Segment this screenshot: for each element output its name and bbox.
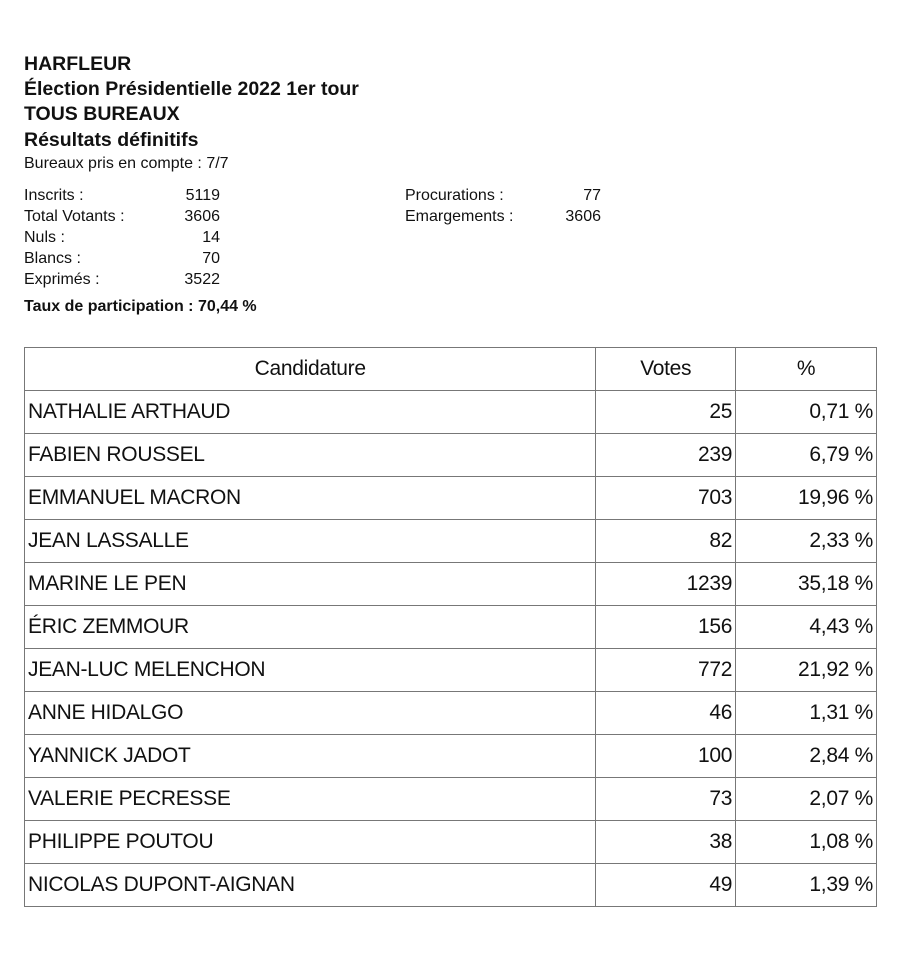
candidate-percent: 1,08 % bbox=[736, 821, 877, 864]
candidate-name: PHILIPPE POUTOU bbox=[25, 821, 596, 864]
column-header-percent: % bbox=[736, 348, 877, 391]
candidate-percent: 1,39 % bbox=[736, 864, 877, 907]
stat-label-exprimes: Exprimés : bbox=[24, 271, 100, 288]
candidate-percent: 6,79 % bbox=[736, 434, 877, 477]
stat-label-nuls: Nuls : bbox=[24, 229, 65, 246]
stat-label-emargements: Emargements : bbox=[405, 208, 514, 225]
stat-value-votants: 3606 bbox=[184, 208, 220, 225]
stat-value-blancs: 70 bbox=[202, 250, 220, 267]
candidate-name: VALERIE PECRESSE bbox=[25, 778, 596, 821]
stat-value-inscrits: 5119 bbox=[185, 187, 220, 204]
candidate-percent: 1,31 % bbox=[736, 692, 877, 735]
stat-label-blancs: Blancs : bbox=[24, 250, 81, 267]
scope-title: TOUS BUREAUX bbox=[24, 103, 180, 125]
candidate-name: NATHALIE ARTHAUD bbox=[25, 391, 596, 434]
candidate-percent: 2,33 % bbox=[736, 520, 877, 563]
election-title: Élection Présidentielle 2022 1er tour bbox=[24, 78, 359, 100]
candidate-votes: 156 bbox=[596, 606, 736, 649]
table-row bbox=[25, 606, 877, 649]
candidate-name: JEAN-LUC MELENCHON bbox=[25, 649, 596, 692]
candidate-votes: 49 bbox=[596, 864, 736, 907]
candidate-name: YANNICK JADOT bbox=[25, 735, 596, 778]
stat-value-exprimes: 3522 bbox=[184, 271, 220, 288]
table-header-row bbox=[25, 348, 877, 391]
candidate-percent: 21,92 % bbox=[736, 649, 877, 692]
candidate-name: JEAN LASSALLE bbox=[25, 520, 596, 563]
candidate-name: ÉRIC ZEMMOUR bbox=[25, 606, 596, 649]
candidate-name: FABIEN ROUSSEL bbox=[25, 434, 596, 477]
bureaux-count: Bureaux pris en compte : 7/7 bbox=[24, 155, 229, 172]
table-row bbox=[25, 864, 877, 907]
candidate-votes: 38 bbox=[596, 821, 736, 864]
stat-value-nuls: 14 bbox=[202, 229, 220, 246]
column-header-candidature: Candidature bbox=[25, 348, 596, 391]
candidate-votes: 25 bbox=[596, 391, 736, 434]
stat-label-votants: Total Votants : bbox=[24, 208, 125, 225]
candidate-votes: 703 bbox=[596, 477, 736, 520]
table-row bbox=[25, 692, 877, 735]
table-row bbox=[25, 477, 877, 520]
candidate-votes: 46 bbox=[596, 692, 736, 735]
candidate-percent: 35,18 % bbox=[736, 563, 877, 606]
table-row bbox=[25, 563, 877, 606]
commune-title: HARFLEUR bbox=[24, 53, 132, 75]
candidate-votes: 239 bbox=[596, 434, 736, 477]
candidate-name: EMMANUEL MACRON bbox=[25, 477, 596, 520]
candidate-votes: 100 bbox=[596, 735, 736, 778]
stat-label-inscrits: Inscrits : bbox=[24, 187, 84, 204]
candidate-name: NICOLAS DUPONT-AIGNAN bbox=[25, 864, 596, 907]
candidate-percent: 0,71 % bbox=[736, 391, 877, 434]
stat-value-procurations: 77 bbox=[583, 187, 601, 204]
candidate-votes: 73 bbox=[596, 778, 736, 821]
candidate-votes: 1239 bbox=[596, 563, 736, 606]
turnout-rate: Taux de participation : 70,44 % bbox=[24, 298, 257, 315]
stat-label-procurations: Procurations : bbox=[405, 187, 504, 204]
column-header-votes: Votes bbox=[596, 348, 736, 391]
candidate-percent: 4,43 % bbox=[736, 606, 877, 649]
table-row bbox=[25, 434, 877, 477]
candidate-name: ANNE HIDALGO bbox=[25, 692, 596, 735]
table-row bbox=[25, 649, 877, 692]
results-table bbox=[24, 347, 877, 907]
candidate-name: MARINE LE PEN bbox=[25, 563, 596, 606]
candidate-percent: 2,07 % bbox=[736, 778, 877, 821]
table-row bbox=[25, 778, 877, 821]
candidate-percent: 19,96 % bbox=[736, 477, 877, 520]
candidate-votes: 772 bbox=[596, 649, 736, 692]
table-row bbox=[25, 391, 877, 434]
candidate-percent: 2,84 % bbox=[736, 735, 877, 778]
stat-value-emargements: 3606 bbox=[565, 208, 601, 225]
table-row bbox=[25, 821, 877, 864]
table-row bbox=[25, 735, 877, 778]
table-row bbox=[25, 520, 877, 563]
status-title: Résultats définitifs bbox=[24, 129, 199, 151]
candidate-votes: 82 bbox=[596, 520, 736, 563]
